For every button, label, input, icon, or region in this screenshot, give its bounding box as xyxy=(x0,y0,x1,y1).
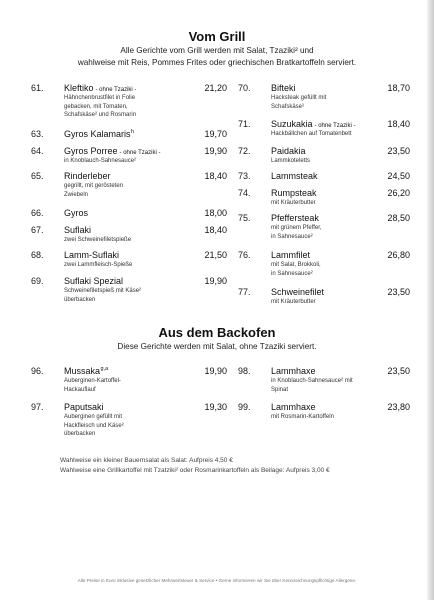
item-description xyxy=(64,157,136,166)
description-line: in Knoblauch-Sahnesauce² xyxy=(64,158,137,164)
description-line: gegrillt, mit gerösteten xyxy=(64,183,124,189)
description-line: Schweinefiletspieß mit Käse² xyxy=(64,288,142,294)
description-line: Hackbällchen auf Tomatenbett xyxy=(271,131,352,137)
item-description xyxy=(64,413,124,439)
item-number: 96. xyxy=(31,366,44,376)
item-number: 69. xyxy=(31,276,44,286)
item-description xyxy=(64,377,121,394)
item-price: 21,20 xyxy=(204,83,227,93)
item-number: 64. xyxy=(31,146,44,156)
item-name xyxy=(271,366,316,376)
item-price: 18,70 xyxy=(387,83,410,93)
item-number: 67. xyxy=(31,225,44,235)
item-price: 21,50 xyxy=(204,250,227,260)
item-name xyxy=(64,402,104,412)
grill-subtitle-line2: wahlweise mit Reis, Pommes Frites oder griechischen Bratkartoffeln serviert. xyxy=(77,58,357,67)
description-line: Schafskäse² xyxy=(271,103,305,110)
item-description xyxy=(271,224,322,241)
item-number: 65. xyxy=(31,171,44,181)
item-name-text: Lamm-Suflaki xyxy=(64,250,120,260)
item-price: 19,90 xyxy=(204,366,227,376)
item-name xyxy=(271,146,306,156)
menu-item xyxy=(238,250,414,290)
item-price: 19,70 xyxy=(204,129,227,139)
section-title-oven: Aus dem Backofen xyxy=(158,325,276,340)
description-line: in Knoblauch-Sahnesauce² mit xyxy=(271,378,353,384)
description-line: mit Salat, Brokkoli, xyxy=(271,262,321,268)
item-name xyxy=(64,208,88,218)
item-price: 26,80 xyxy=(387,250,410,260)
item-description xyxy=(64,182,123,199)
item-name xyxy=(271,250,310,260)
menu-item xyxy=(31,402,231,442)
item-description xyxy=(64,94,136,120)
item-name xyxy=(271,188,317,198)
description-line: mit Rosmarin-Kartoffeln xyxy=(271,414,334,420)
item-price: 18,40 xyxy=(204,171,227,181)
page-edge-shadow xyxy=(427,0,434,600)
item-number: 99. xyxy=(238,402,251,412)
footer-legal-note: Alle Preise in Euro inklusive gesetzlicher Mehrwertsteuer & Service • Gerne informieren wir Sie über Kennzeichnungspflichtige Allergene. xyxy=(77,578,357,583)
item-name xyxy=(64,366,108,376)
allergen-marker: h xyxy=(131,129,135,135)
item-number: 76. xyxy=(238,250,251,260)
item-price: 19,90 xyxy=(204,146,227,156)
item-inline-note: - ohne Tzaziki - xyxy=(119,150,161,156)
item-name-text: Bifteki xyxy=(271,83,296,93)
menu-item xyxy=(238,83,414,123)
item-name-text: Rumpsteak xyxy=(271,188,317,198)
description-line: Lammkoteletts xyxy=(271,158,311,164)
item-price: 23,50 xyxy=(387,287,410,297)
description-line: mit Kräuterbutter xyxy=(271,200,316,206)
description-line: Hackauflauf xyxy=(64,386,96,393)
item-number: 75. xyxy=(238,213,251,223)
item-name xyxy=(271,213,319,223)
description-line: Auberginen gefüllt mit xyxy=(64,414,123,420)
description-line: überbacken xyxy=(64,296,96,303)
item-name xyxy=(271,171,318,181)
menu-item xyxy=(31,276,231,316)
item-number: 66. xyxy=(31,208,44,218)
item-name-text: Pfeffersteak xyxy=(271,213,319,223)
item-name-text: Suzukakia xyxy=(271,119,313,129)
item-price: 23,50 xyxy=(387,146,410,156)
item-price: 28,50 xyxy=(387,213,410,223)
item-name xyxy=(64,225,91,235)
item-name xyxy=(271,119,355,129)
menu-item xyxy=(238,287,414,327)
item-description xyxy=(64,287,141,304)
item-description xyxy=(271,199,316,208)
description-line: überbacken xyxy=(64,431,96,438)
menu-item xyxy=(238,402,414,442)
description-line: in Sahnesauce² xyxy=(271,270,313,277)
item-number: 68. xyxy=(31,250,44,260)
item-description xyxy=(271,413,334,422)
note-side-upgrade: Wahlweise eine Grillkartoffel mit Tzatziki² oder Rosmarinkartoffeln als Beilage: Aufpreis 3,00 € xyxy=(60,467,330,474)
menu-item xyxy=(31,366,231,406)
item-inline-note: - ohne Tzaziki - xyxy=(314,123,356,129)
note-salad-upgrade: Wahlweise ein kleiner Bauernsalat als Salat: Aufpreis 4,50 € xyxy=(60,457,233,464)
description-line: Hähnchenbrustfilet in Folie xyxy=(64,95,136,101)
item-description xyxy=(271,94,326,111)
description-line: Hacksteak gefüllt mit xyxy=(271,95,327,101)
menu-item xyxy=(31,171,231,211)
menu-item xyxy=(238,213,414,253)
grill-subtitle-line1: Alle Gerichte vom Grill werden mit Salat, Tzaziki² und xyxy=(120,46,314,55)
description-line: zwei Lammfleisch-Spieße xyxy=(64,262,133,268)
item-name xyxy=(64,83,136,93)
item-number: 77. xyxy=(238,287,251,297)
description-line: Spinat xyxy=(271,386,289,393)
item-description xyxy=(64,261,132,270)
description-line: Schafskäse² und Rosmarin xyxy=(64,112,137,119)
item-name-text: Suflaki xyxy=(64,225,92,235)
item-description xyxy=(271,261,321,278)
allergen-marker: g,a xyxy=(100,366,109,372)
item-number: 72. xyxy=(238,146,251,156)
item-name-text: Lammfilet xyxy=(271,250,311,260)
item-price: 18,40 xyxy=(387,119,410,129)
menu-item xyxy=(238,366,414,406)
description-line: zwei Schweinefiletspieße xyxy=(64,237,132,243)
description-line: in Sahnesauce² xyxy=(271,233,313,240)
item-price: 23,80 xyxy=(387,402,410,412)
description-line: Zwiebeln xyxy=(64,191,89,198)
item-name-text: Gyros Kalamaris xyxy=(64,129,131,139)
item-name-text: Gyros Porree xyxy=(64,146,118,156)
item-description xyxy=(64,236,131,245)
item-name xyxy=(64,129,134,139)
item-price: 18,40 xyxy=(204,225,227,235)
item-name xyxy=(271,287,324,297)
item-name-text: Mussaka xyxy=(64,366,101,376)
item-price: 23,50 xyxy=(387,366,410,376)
description-line: Hackfleisch und Käse² xyxy=(64,422,124,429)
item-description xyxy=(271,377,353,394)
item-number: 63. xyxy=(31,129,44,139)
description-line: gebacken, mit Tomaten, xyxy=(64,103,128,110)
item-name-text: Lammhaxe xyxy=(271,366,316,376)
item-number: 97. xyxy=(31,402,44,412)
item-name-text: Gyros xyxy=(64,208,89,218)
description-line: mit grünem Pfeffer, xyxy=(271,225,322,231)
item-name xyxy=(271,83,296,93)
item-number: 74. xyxy=(238,188,251,198)
item-name-text: Paidakia xyxy=(271,146,306,156)
item-name-text: Rinderleber xyxy=(64,171,111,181)
item-number: 70. xyxy=(238,83,251,93)
item-number: 73. xyxy=(238,171,251,181)
description-line: mit Kräuterbutter xyxy=(271,299,316,305)
item-description xyxy=(271,130,352,139)
item-name-text: Lammsteak xyxy=(271,171,318,181)
item-name-text: Suflaki Spezial xyxy=(64,276,124,286)
item-price: 19,30 xyxy=(204,402,227,412)
item-name xyxy=(64,250,119,260)
item-number: 61. xyxy=(31,83,44,93)
section-title-grill: Vom Grill xyxy=(188,29,246,44)
item-price: 24,50 xyxy=(387,171,410,181)
item-description xyxy=(271,298,316,307)
item-number: 98. xyxy=(238,366,251,376)
item-name-text: Paputsaki xyxy=(64,402,104,412)
item-number: 71. xyxy=(238,119,251,129)
item-name-text: Schweinefilet xyxy=(271,287,325,297)
item-name xyxy=(64,276,123,286)
item-price: 19,90 xyxy=(204,276,227,286)
item-name-text: Kleftiko xyxy=(64,83,94,93)
item-description xyxy=(271,157,310,166)
item-price: 26,20 xyxy=(387,188,410,198)
item-name xyxy=(64,171,111,181)
item-name xyxy=(64,146,160,156)
item-name xyxy=(271,402,316,412)
menu-item xyxy=(31,83,231,123)
description-line: Auberginen-Kartoffel- xyxy=(64,378,121,384)
item-price: 18,00 xyxy=(204,208,227,218)
item-name-text: Lammhaxe xyxy=(271,402,316,412)
oven-subtitle: Diese Gerichte werden mit Salat, ohne Tzaziki serviert. xyxy=(117,342,317,351)
item-inline-note: - ohne Tzaziki - xyxy=(95,87,137,93)
